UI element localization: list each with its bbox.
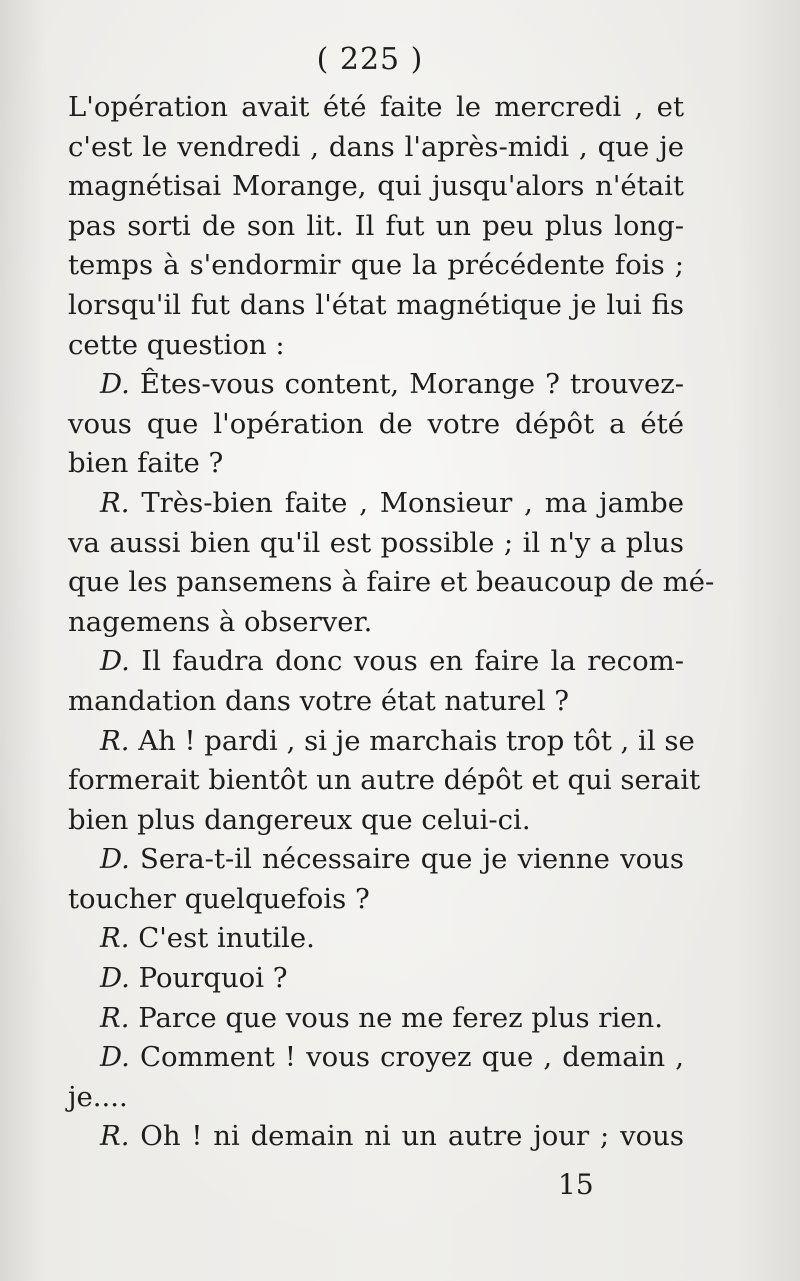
line-text: temps à s'endormir que la précédente fois ; (68, 249, 684, 282)
speaker-label: D. (100, 843, 130, 876)
text-line (68, 1117, 684, 1157)
line-text: Très-bien faite , Monsieur , ma jambe (141, 486, 684, 519)
line-text: que les pansemens à faire et beaucoup de mé- (68, 566, 715, 599)
page-number: ( 225 ) (316, 42, 424, 77)
speaker-label: R. (100, 1120, 130, 1153)
text-line (68, 1038, 684, 1078)
line-text: Parce que vous ne me ferez plus rien. (138, 1001, 663, 1034)
text-line (68, 405, 684, 445)
speaker-label: R. (100, 922, 130, 955)
text-line (68, 682, 684, 722)
text-line (68, 444, 684, 484)
line-text: Sera-t-il nécessaire que je vienne vous (140, 843, 684, 876)
line-text: formerait bientôt un autre dépôt et qui serait (68, 764, 701, 797)
line-text: magnétisai Morange, qui jusqu'alors n'était (68, 170, 684, 203)
line-text: cette question : (68, 328, 285, 361)
text-line (68, 246, 684, 286)
body-text (68, 88, 715, 1157)
text-line (68, 167, 684, 207)
text-line (68, 484, 684, 524)
text-line (68, 840, 684, 880)
text-line (68, 801, 684, 841)
line-text: lorsqu'il fut dans l'état magnétique je lui fis (68, 288, 684, 321)
line-text: L'opération avait été faite le mercredi , et (68, 91, 684, 123)
text-line (68, 722, 695, 762)
text-line (68, 563, 715, 603)
line-text: Êtes-vous content, Morange ? trouvez- (139, 368, 685, 401)
speaker-label: R. (100, 486, 130, 519)
text-line (68, 326, 684, 366)
speaker-label: R. (100, 1001, 130, 1034)
line-text: bien faite ? (68, 447, 224, 480)
line-text: Comment ! vous croyez que , demain , (139, 1041, 684, 1074)
text-line (68, 919, 684, 959)
line-text: toucher quelquefois ? (68, 882, 370, 915)
text-line (68, 603, 684, 643)
speaker-label: D. (100, 1041, 130, 1074)
text-line (68, 761, 701, 801)
line-text: pas sorti de son lit. Il fut un peu plus long- (68, 209, 684, 242)
line-text: C'est inutile. (138, 922, 315, 955)
speaker-label: D. (100, 645, 130, 678)
speaker-label: D. (100, 368, 130, 401)
text-line (68, 88, 684, 128)
signature-mark: 15 (558, 1168, 594, 1201)
text-line (68, 999, 684, 1039)
line-text: Pourquoi ? (138, 962, 288, 995)
text-line (68, 207, 684, 247)
text-line (68, 880, 684, 920)
text-line (68, 642, 684, 682)
line-text: vous que l'opération de votre dépôt a été (68, 407, 684, 440)
text-line (68, 286, 684, 326)
line-text: nagemens à observer. (68, 605, 373, 638)
line-text: Il faudra donc vous en faire la recom- (141, 645, 684, 678)
text-line (68, 128, 684, 168)
speaker-label: D. (100, 962, 130, 995)
text-line (68, 1078, 684, 1118)
line-text: bien plus dangereux que celui-ci. (68, 803, 531, 836)
text-line (68, 524, 684, 564)
line-text: je.... (68, 1080, 128, 1113)
line-text: Oh ! ni demain ni un autre jour ; vous (140, 1120, 684, 1153)
text-line (68, 365, 684, 405)
line-text: Ah ! pardi , si je marchais trop tôt , il se (138, 724, 695, 757)
line-text: c'est le vendredi , dans l'après-midi , que je (68, 130, 684, 163)
speaker-label: R. (100, 724, 130, 757)
text-line (68, 959, 684, 999)
line-text: va aussi bien qu'il est possible ; il n'y a plus (68, 526, 684, 559)
line-text: mandation dans votre état naturel ? (68, 684, 569, 717)
